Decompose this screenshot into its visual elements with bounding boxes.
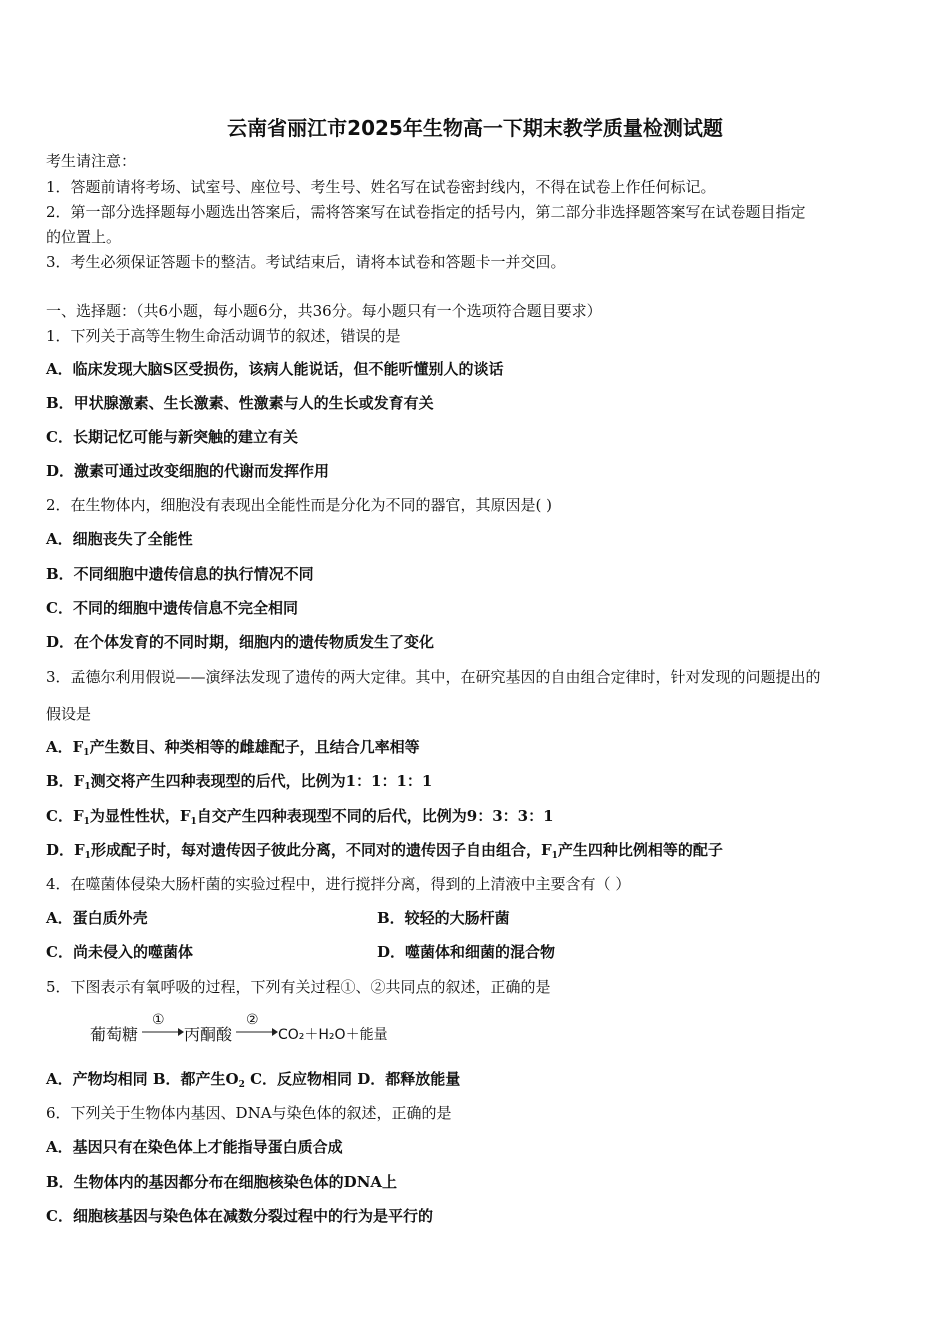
notice-heading: 考生请注意：	[46, 152, 137, 170]
notice-item: 3．考生必须保证答题卡的整洁。考试结束后，请将本试卷和答题卡一并交回。	[46, 253, 566, 271]
question-3-option-c: C．$F_1$为显性性状，$F_1$自交产生四种表现型不同的后代，比例为9：3：3：1	[46, 807, 554, 827]
page-title: 云南省丽江市2025年生物高一下期末教学质量检测试题	[227, 116, 723, 140]
question-3-stem-continued: 假设是	[46, 705, 92, 723]
question-6-option-b: B．生物体内的基因都分布在细胞核染色体的DNA上	[46, 1173, 398, 1191]
glucose-label: 葡萄糖	[90, 1025, 139, 1044]
question-4-stem: 4．在噬菌体侵染大肠杆菌的实验过程中，进行搅拌分离，得到的上清液中主要含有（ ）	[46, 875, 631, 893]
question-1-option-a: A．临床发现大脑S区受损伤，该病人能说话，但不能听懂别人的谈话	[46, 360, 504, 378]
step-1-label: ①	[152, 1012, 165, 1028]
products-label: CO₂＋H₂O＋能量	[278, 1027, 388, 1043]
arrow-icon	[236, 1022, 278, 1038]
respiration-diagram	[90, 1012, 400, 1046]
question-3-option-a: A．$F_1$产生数目、种类相等的雌雄配子，且结合几率相等	[46, 738, 420, 758]
question-1-option-d: D．激素可通过改变细胞的代谢而发挥作用	[46, 462, 330, 480]
question-6-option-a: A．基因只有在染色体上才能指导蛋白质合成	[46, 1138, 343, 1156]
question-3-option-b: B．$F_1$测交将产生四种表现型的后代，比例为1：1：1：1	[46, 772, 433, 792]
question-4-option-b: B．较轻的大肠杆菌	[377, 909, 510, 927]
question-2-option-b: B．不同细胞中遗传信息的执行情况不同	[46, 565, 314, 583]
question-5-options: A．产物均相同 B．都产生$O_2$ C．反应物相同 D．都释放能量	[46, 1070, 461, 1090]
question-6-option-c: C．细胞核基因与染色体在减数分裂过程中的行为是平行的	[46, 1207, 433, 1225]
question-4-option-c: C．尚未侵入的噬菌体	[46, 943, 193, 961]
section-heading: 一、选择题：（共6小题，每小题6分，共36分。每小题只有一个选项符合题目要求）	[46, 302, 602, 320]
notice-item: 1．答题前请将考场、试室号、座位号、考生号、姓名写在试卷密封线内，不得在试卷上作任何标记。	[46, 178, 716, 196]
pyruvate-label: 丙酮酸	[184, 1025, 233, 1044]
question-6-stem: 6．下列关于生物体内基因、DNA与染色体的叙述，正确的是	[46, 1104, 452, 1122]
question-1-option-c: C．长期记忆可能与新突触的建立有关	[46, 428, 298, 446]
arrow-icon	[142, 1022, 184, 1038]
question-2-option-d: D．在个体发育的不同时期，细胞内的遗传物质发生了变化	[46, 633, 435, 651]
question-2-option-c: C．不同的细胞中遗传信息不完全相同	[46, 599, 298, 617]
question-1-stem: 1．下列关于高等生物生命活动调节的叙述，错误的是	[46, 327, 401, 345]
question-4-option-d: D．噬菌体和细菌的混合物	[377, 943, 556, 961]
question-1-option-b: B．甲状腺激素、生长激素、性激素与人的生长或发育有关	[46, 394, 434, 412]
question-3-option-d: D．$F_1$形成配子时，每对遗传因子彼此分离，不同对的遗传因子自由组合，$F_1$产生四种比例相等的配子	[46, 841, 723, 861]
question-2-option-a: A．细胞丧失了全能性	[46, 530, 193, 548]
question-5-stem: 5．下图表示有氧呼吸的过程，下列有关过程①、②共同点的叙述，正确的是	[46, 978, 551, 996]
question-3-stem: 3．孟德尔利用假说——演绎法发现了遗传的两大定律。其中，在研究基因的自由组合定律时，针对发现的问题提出的	[46, 668, 821, 686]
question-4-option-a: A．蛋白质外壳	[46, 909, 148, 927]
notice-item: 的位置上。	[46, 228, 122, 246]
step-2-label: ②	[246, 1012, 259, 1028]
notice-item: 2．第一部分选择题每小题选出答案后，需将答案写在试卷指定的括号内，第二部分非选择题答案写在试卷题目指定	[46, 203, 806, 221]
question-2-stem: 2．在生物体内，细胞没有表现出全能性而是分化为不同的器官，其原因是( )	[46, 496, 553, 514]
